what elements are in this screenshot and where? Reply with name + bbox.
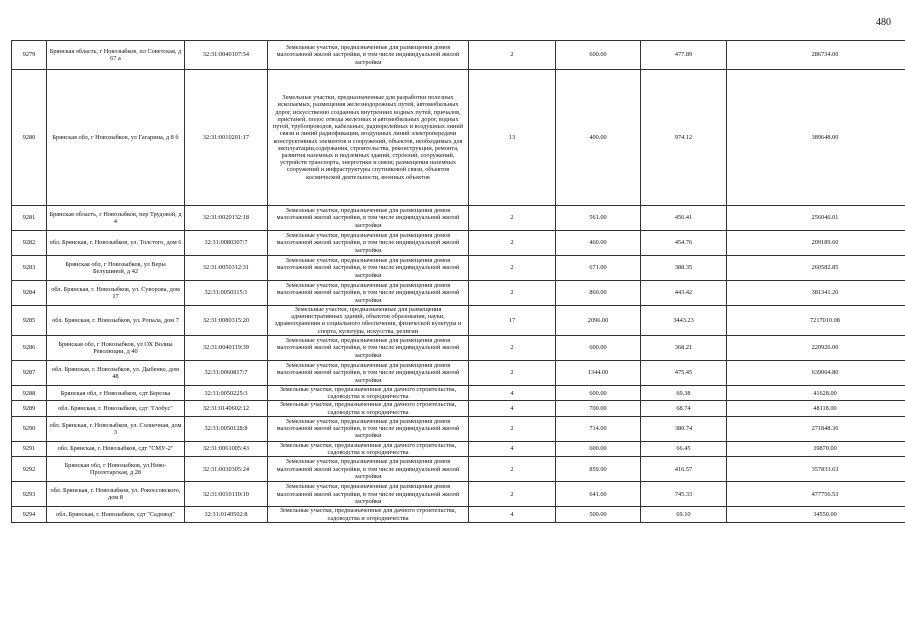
cell-cadastral-value: 389648.00 [727,70,905,206]
cell-category: 4 [469,401,556,416]
table-row [12,482,905,507]
cell-category: 2 [469,416,556,441]
cell-cadastral-number: 32:31:0080315:20 [185,306,268,336]
cell-unit-value: 974.12 [641,70,727,206]
cell-unit-value: 745.33 [641,482,727,507]
cell-address: обл. Брянская, г. Новозыбков, ул. Суворова, дом 17 [47,281,185,306]
cell-area: 600.00 [556,335,641,360]
table-row [12,385,905,400]
cell-address: обл. Брянская, г. Новозыбков, сдт "СМУ-2" [47,441,185,456]
cell-address: Брянская обл, г Новозыбков, сдт Березка [47,385,185,400]
cell-category: 2 [469,482,556,507]
cell-cadastral-number: 32:31:0050315:1 [185,281,268,306]
cell-category: 2 [469,41,556,70]
cell-land-use: Земельные участки, предназначенные для размещения домов малоэтажной жилой застройки, в том числе индивидуальной жилой застройки [268,335,469,360]
cell-category: 17 [469,306,556,336]
cell-area: 1344.00 [556,360,641,385]
cell-area: 600.00 [556,385,641,400]
cell-row-number: 9279 [12,41,47,70]
cell-area: 561.00 [556,206,641,231]
cell-row-number: 9294 [12,507,47,522]
cell-cadastral-value: 639004.80 [727,360,905,385]
cell-row-number: 9293 [12,482,47,507]
cell-cadastral-number: 32:31:0040119:39 [185,335,268,360]
cell-unit-value: 3443.23 [641,306,727,336]
cell-unit-value: 388.35 [641,256,727,281]
cell-row-number: 9288 [12,385,47,400]
cell-land-use: Земельные участки, предназначенные для размещения домов малоэтажной жилой застройки, в том числе индивидуальной жилой застройки [268,360,469,385]
table-row [12,507,905,522]
cell-cadastral-value: 41628.00 [727,385,905,400]
cell-cadastral-value: 209189.60 [727,231,905,256]
cell-cadastral-number: 32:31:0050225:3 [185,385,268,400]
cell-land-use: Земельные участки, предназначенные для дачного строительства, садоводства и огородничества [268,507,469,522]
cell-category: 13 [469,70,556,206]
cell-row-number: 9280 [12,70,47,206]
cell-address: Брянская обл, г Новозыбков, ул ОХ Волны Революции, д 40 [47,335,185,360]
cell-row-number: 9290 [12,416,47,441]
cell-land-use: Земельные участки, предназначенные для разработки полезных ископаемых, размещения железнодорожных путей, автомобильных дорог, искусственно созданных внутренних водных путей, причалов, пристаней, полос отвода железных и автомобильных дорог, водных путей, трубопроводов, кабельных, радиорелейных и воздушных линий связи и линий радиофикации, воздушных линий электропередачи конструктивных элементов и сооружений, объектов, необходимых для эксплуатации,содержания, строительства, реконструкции, ремонта, развития наземных и подземных зданий, строений, сооружений, устройств транспорта, энергетики и связи; размещения наземных сооружений и инфраструктуры спутниковой связи, объектов космической деятельности, военных объектов [268,70,469,206]
cell-area: 671.00 [556,256,641,281]
cell-row-number: 9285 [12,306,47,336]
cell-category: 2 [469,206,556,231]
cell-category: 2 [469,231,556,256]
cell-unit-value: 443.42 [641,281,727,306]
cell-cadastral-value: 256046.01 [727,206,905,231]
cell-row-number: 9287 [12,360,47,385]
cell-cadastral-number: 32:31:0040107:54 [185,41,268,70]
cell-cadastral-number: 32:31:0030305:24 [185,457,268,482]
cell-cadastral-value: 357833.63 [727,457,905,482]
cell-unit-value: 69.38 [641,385,727,400]
cell-cadastral-value: 34550.00 [727,507,905,522]
table-row [12,401,905,416]
cell-unit-value: 456.41 [641,206,727,231]
cell-address: обл. Брянская, г. Новозыбков, ул. Солнечная, дом 3 [47,416,185,441]
cell-cadastral-value: 381341.20 [727,281,905,306]
cell-address: обл. Брянская, г. Новозыбков, ул. Ропала, дом 7 [47,306,185,336]
cell-area: 600.00 [556,41,641,70]
cell-row-number: 9292 [12,457,47,482]
cell-unit-value: 68.74 [641,401,727,416]
cell-cadastral-value: 48118.00 [727,401,905,416]
cell-cadastral-value: 477756.53 [727,482,905,507]
cell-address: обл. Брянская, г. Новозыбков, ул. Дыбенко, дом 48 [47,360,185,385]
cell-area: 700.00 [556,401,641,416]
page-number: 480 [876,17,891,28]
cell-cadastral-number: 32:31:0010110:10 [185,482,268,507]
cell-address: обл. Брянская, г. Новозыбков, ул. Толстого, дом 6 [47,231,185,256]
table-body [12,41,905,523]
table-row [12,206,905,231]
cell-row-number: 9291 [12,441,47,456]
cell-area: 460.00 [556,231,641,256]
cell-land-use: Земельные участки, предназначенные для размещения домов малоэтажной жилой застройки, в том числе индивидуальной жилой застройки [268,281,469,306]
cell-land-use: Земельные участки, предназначенные для дачного строительства, садоводства и огородничества [268,385,469,400]
table-row [12,360,905,385]
cell-cadastral-value: 39870.00 [727,441,905,456]
cell-cadastral-number: 32:31:0050312:31 [185,256,268,281]
cell-category: 2 [469,256,556,281]
cell-area: 400.00 [556,70,641,206]
cell-row-number: 9283 [12,256,47,281]
table-row [12,281,905,306]
land-registry-table [11,40,905,523]
cell-unit-value: 69.10 [641,507,727,522]
cell-cadastral-number: 32:31:0050128:8 [185,416,268,441]
cell-address: обл. Брянская, г. Новозыбков, сдт "Глобус" [47,401,185,416]
cell-address: Брянская обл, г Новозыбков, ул Ново-Пролетарская, д 28 [47,457,185,482]
cell-address: Брянская область, г Новозыбков, пер Трудовой, д 4 [47,206,185,231]
cell-unit-value: 477.89 [641,41,727,70]
cell-area: 641.00 [556,482,641,507]
table-row [12,70,905,206]
cell-category: 2 [469,281,556,306]
cell-unit-value: 66.45 [641,441,727,456]
cell-category: 4 [469,385,556,400]
cell-area: 860.00 [556,281,641,306]
cell-land-use: Земельные участки, предназначенные для размещения домов малоэтажной жилой застройки, в том числе индивидуальной жилой застройки [268,41,469,70]
table-row [12,41,905,70]
cell-cadastral-value: 271848.36 [727,416,905,441]
cell-category: 2 [469,360,556,385]
cell-row-number: 9286 [12,335,47,360]
cell-land-use: Земельные участки, предназначенные для размещения административных зданий, объектов образования, науки, здравоохранения и социального обеспечения, физической культуры и спорта, культуры, искусства, религии [268,306,469,336]
cell-land-use: Земельные участки, предназначенные для размещения домов малоэтажной жилой застройки, в том числе индивидуальной жилой застройки [268,457,469,482]
cell-land-use: Земельные участки, предназначенные для размещения домов малоэтажной жилой застройки, в том числе индивидуальной жилой застройки [268,482,469,507]
cell-category: 4 [469,507,556,522]
cell-address: Брянская обл, г Новозыбков, ул Веры Белушиной, д 42 [47,256,185,281]
cell-address: обл. Брянская, г. Новозыбков, ул. Рокоссовского, дом 8 [47,482,185,507]
cell-area: 714.00 [556,416,641,441]
cell-row-number: 9289 [12,401,47,416]
cell-unit-value: 368.21 [641,335,727,360]
cell-unit-value: 416.57 [641,457,727,482]
cell-cadastral-number: 32:31:0060817:7 [185,360,268,385]
cell-area: 2096.00 [556,306,641,336]
table-row [12,231,905,256]
cell-cadastral-value: 220926.00 [727,335,905,360]
cell-land-use: Земельные участки, предназначенные для дачного строительства, садоводства и огородничества [268,401,469,416]
cell-land-use: Земельные участки, предназначенные для дачного строительства, садоводства и огородничества [268,441,469,456]
cell-category: 2 [469,457,556,482]
cell-address: Брянская область, г Новозыбков, пл Советская, д 67 а [47,41,185,70]
table-row [12,335,905,360]
cell-unit-value: 380.74 [641,416,727,441]
cell-cadastral-number: 32:31:0080307:7 [185,231,268,256]
cell-row-number: 9284 [12,281,47,306]
cell-cadastral-number: 32:31:0061005:43 [185,441,268,456]
cell-address: Брянская обл, г Новозыбков, ул Гагарина, д 8 б [47,70,185,206]
cell-cadastral-value: 260582.85 [727,256,905,281]
cell-cadastral-number: 32:31:0020132:18 [185,206,268,231]
cell-land-use: Земельные участки, предназначенные для размещения домов малоэтажной жилой застройки, в том числе индивидуальной жилой застройки [268,416,469,441]
table-row [12,457,905,482]
cell-address: обл. Брянская, г. Новозыбков, сдт "Садовод" [47,507,185,522]
cell-land-use: Земельные участки, предназначенные для размещения домов малоэтажной жилой застройки, в том числе индивидуальной жилой застройки [268,231,469,256]
cell-area: 500.00 [556,507,641,522]
cell-area: 859.00 [556,457,641,482]
table-row [12,256,905,281]
cell-unit-value: 475.45 [641,360,727,385]
table-row [12,416,905,441]
cell-category: 2 [469,335,556,360]
table-row [12,306,905,336]
cell-category: 4 [469,441,556,456]
cell-cadastral-value: 7217010.08 [727,306,905,336]
cell-land-use: Земельные участки, предназначенные для размещения домов малоэтажной жилой застройки, в том числе индивидуальной жилой застройки [268,256,469,281]
cell-cadastral-number: 32:31:0010201:17 [185,70,268,206]
cell-row-number: 9281 [12,206,47,231]
cell-land-use: Земельные участки, предназначенные для размещения домов малоэтажной жилой застройки, в том числе индивидуальной жилой застройки [268,206,469,231]
cell-cadastral-number: 32:31:0140602:12 [185,401,268,416]
cell-cadastral-number: 32:31:0140502:8 [185,507,268,522]
cell-unit-value: 454.76 [641,231,727,256]
cell-cadastral-value: 286734.00 [727,41,905,70]
table-row [12,441,905,456]
cell-row-number: 9282 [12,231,47,256]
cell-area: 600.00 [556,441,641,456]
